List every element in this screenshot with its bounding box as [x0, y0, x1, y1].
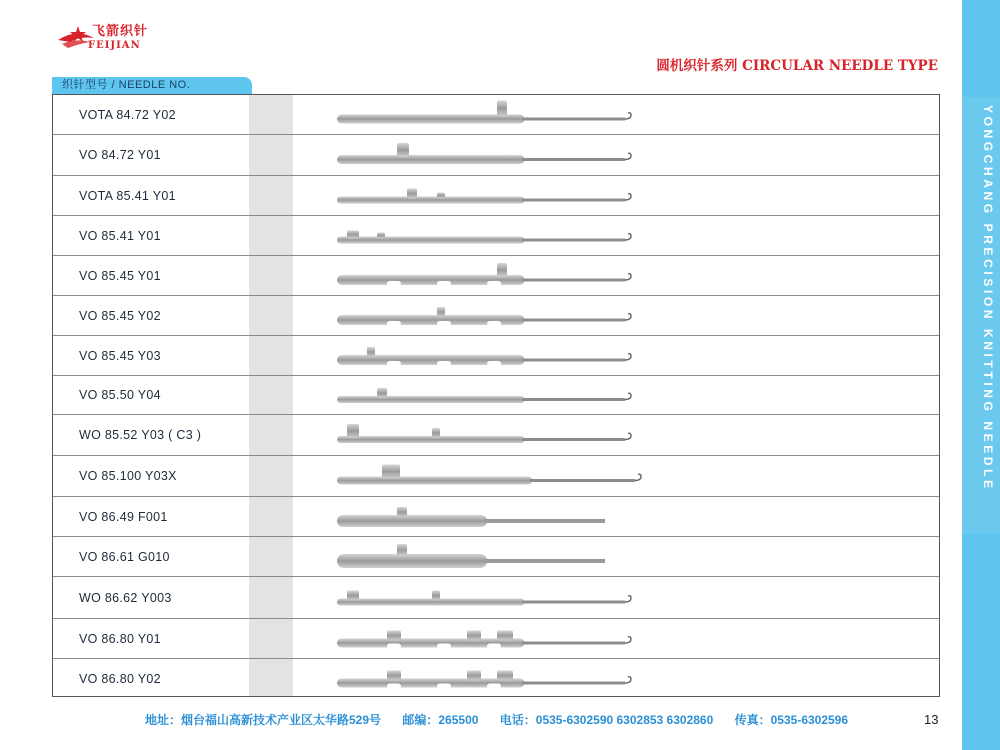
- table-row: [53, 577, 939, 619]
- needle-illustration: [337, 135, 657, 176]
- needle-model-name: VO 86.80 Y01: [79, 631, 161, 646]
- needle-butt: [467, 671, 481, 681]
- needle-hook: [625, 234, 631, 240]
- needle-hook: [625, 314, 631, 320]
- needle-stem: [523, 642, 626, 645]
- needle-shank: [337, 155, 525, 164]
- needle-notch: [387, 684, 401, 689]
- table-row: [53, 256, 939, 296]
- table-row: [53, 659, 939, 699]
- needle-shank: [337, 515, 487, 527]
- needle-model-name: VOTA 85.41 Y01: [79, 188, 176, 203]
- needle-table: [52, 94, 940, 697]
- table-row: [53, 135, 939, 176]
- needle-notch: [387, 644, 401, 649]
- needle-notch: [437, 361, 451, 366]
- needle-notch: [487, 361, 501, 366]
- needle-illustration: [337, 577, 657, 619]
- needle-illustration: [337, 95, 657, 135]
- needle-hook: [625, 433, 631, 439]
- footer-phone: 电话：0535-6302590 6302853 6302860: [499, 713, 714, 727]
- needle-model-name: VO 86.49 F001: [79, 509, 168, 524]
- needle-shank: [337, 396, 525, 403]
- needle-butt: [382, 465, 400, 479]
- table-row: [53, 497, 939, 537]
- needle-stem: [523, 682, 626, 685]
- needle-butt: [407, 189, 417, 199]
- needle-model-name: VO 86.61 G010: [79, 549, 170, 564]
- needle-notch: [437, 644, 451, 649]
- needle-hook: [625, 677, 631, 683]
- needle-stem: [523, 118, 626, 121]
- table-row: [53, 619, 939, 659]
- needle-stem: [523, 239, 626, 242]
- table-row: [53, 95, 939, 135]
- needle-shank: [337, 197, 525, 204]
- needle-illustration: [337, 216, 657, 256]
- side-band-top: [962, 0, 1000, 97]
- table-row: [53, 456, 939, 497]
- needle-butt: [497, 101, 507, 117]
- needle-butt: [397, 507, 407, 517]
- needle-stem: [523, 319, 626, 322]
- needle-hook: [625, 354, 631, 360]
- needle-illustration: [337, 619, 657, 659]
- needle-illustration: [337, 256, 657, 296]
- side-band-text: YONGCHANG PRECISION KNITTING NEEDLE: [981, 105, 995, 492]
- page-title: 圆机织针系列 CIRCULAR NEEDLE TYPE: [656, 58, 938, 74]
- needle-butt: [377, 388, 387, 398]
- footer-postcode: 邮编：265500: [402, 713, 479, 727]
- needle-shank: [337, 599, 525, 606]
- brand-name-en: FEIJIAN: [88, 40, 141, 51]
- needle-hook: [625, 274, 631, 280]
- needle-model-name: VO 86.80 Y02: [79, 672, 161, 686]
- page-number: 13: [924, 712, 939, 727]
- needle-illustration: [337, 659, 657, 699]
- needle-model-name: VO 85.50 Y04: [79, 388, 161, 402]
- needle-butt: [377, 233, 385, 239]
- needle-butt: [387, 631, 401, 641]
- needle-model-name: VO 85.45 Y03: [79, 348, 161, 363]
- needle-stem: [523, 158, 626, 161]
- needle-stem: [523, 398, 626, 401]
- needle-illustration: [337, 537, 657, 577]
- needle-butt: [397, 143, 409, 157]
- needle-notch: [487, 281, 501, 286]
- needle-shank: [337, 237, 525, 244]
- needle-illustration: [337, 376, 657, 415]
- needle-butt: [467, 631, 481, 641]
- needle-butt: [347, 424, 359, 438]
- needle-hook: [625, 637, 631, 643]
- needle-butt: [347, 231, 359, 239]
- needle-model-name: WO 86.62 Y003: [79, 590, 172, 605]
- needle-illustration: [337, 497, 657, 537]
- needle-stem: [485, 559, 605, 563]
- needle-notch: [487, 644, 501, 649]
- needle-model-name: VO 85.45 Y01: [79, 268, 161, 283]
- needle-butt: [397, 544, 407, 556]
- table-row: [53, 336, 939, 376]
- needle-butt: [437, 193, 445, 199]
- needle-hook: [625, 113, 631, 119]
- footer-contact: [145, 711, 866, 728]
- needle-shank: [337, 554, 487, 568]
- table-row: [53, 376, 939, 415]
- table-row: [53, 537, 939, 577]
- needle-notch: [437, 281, 451, 286]
- needle-butt: [432, 591, 440, 601]
- needle-illustration: [337, 296, 657, 336]
- needle-illustration: [337, 456, 657, 497]
- needle-shank: [337, 477, 532, 485]
- needle-butt: [497, 631, 513, 641]
- needle-butt: [432, 428, 440, 438]
- needle-illustration: [337, 336, 657, 376]
- needle-model-name: VO 85.41 Y01: [79, 228, 161, 243]
- needle-notch: [487, 321, 501, 326]
- needle-stem: [523, 279, 626, 282]
- table-header-tab: 织针型号 / NEEDLE NO.: [52, 77, 252, 94]
- table-row: [53, 296, 939, 336]
- needle-model-name: VO 84.72 Y01: [79, 148, 161, 162]
- needle-hook: [625, 596, 631, 602]
- needle-stem: [523, 199, 626, 202]
- needle-hook: [625, 194, 631, 200]
- needle-butt: [497, 671, 513, 681]
- needle-butt: [367, 347, 375, 357]
- brand-name-cn: 飞箭织针: [92, 23, 149, 38]
- needle-notch: [387, 281, 401, 286]
- footer-fax: 传真：0535-6302596: [734, 713, 849, 727]
- needle-stem: [523, 359, 626, 362]
- needle-shank: [337, 115, 525, 124]
- table-row: [53, 216, 939, 256]
- needle-butt: [497, 263, 507, 277]
- footer-address: 地址：烟台福山高新技术产业区太华路529号: [145, 713, 382, 727]
- needle-butt: [347, 591, 359, 601]
- needle-stem: [523, 601, 626, 604]
- needle-stem: [530, 479, 635, 482]
- needle-notch: [387, 321, 401, 326]
- needle-notch: [437, 321, 451, 326]
- needle-notch: [437, 684, 451, 689]
- needle-butt: [387, 671, 401, 681]
- needle-model-name: WO 85.52 Y03 ( C3 ): [79, 428, 202, 442]
- needle-stem: [485, 519, 605, 523]
- needle-notch: [487, 684, 501, 689]
- needle-model-name: VOTA 84.72 Y02: [79, 107, 176, 122]
- table-row: [53, 415, 939, 456]
- needle-hook: [635, 474, 641, 480]
- needle-illustration: [337, 176, 657, 216]
- needle-notch: [387, 361, 401, 366]
- needle-butt: [437, 307, 445, 317]
- table-row: [53, 176, 939, 216]
- needle-model-name: VO 85.100 Y03X: [79, 469, 177, 483]
- needle-illustration: [337, 415, 657, 456]
- side-band-bottom: [962, 534, 1000, 750]
- needle-stem: [523, 438, 626, 441]
- needle-shank: [337, 436, 525, 443]
- needle-model-name: VO 85.45 Y02: [79, 308, 161, 323]
- needle-hook: [625, 153, 631, 159]
- needle-hook: [625, 393, 631, 399]
